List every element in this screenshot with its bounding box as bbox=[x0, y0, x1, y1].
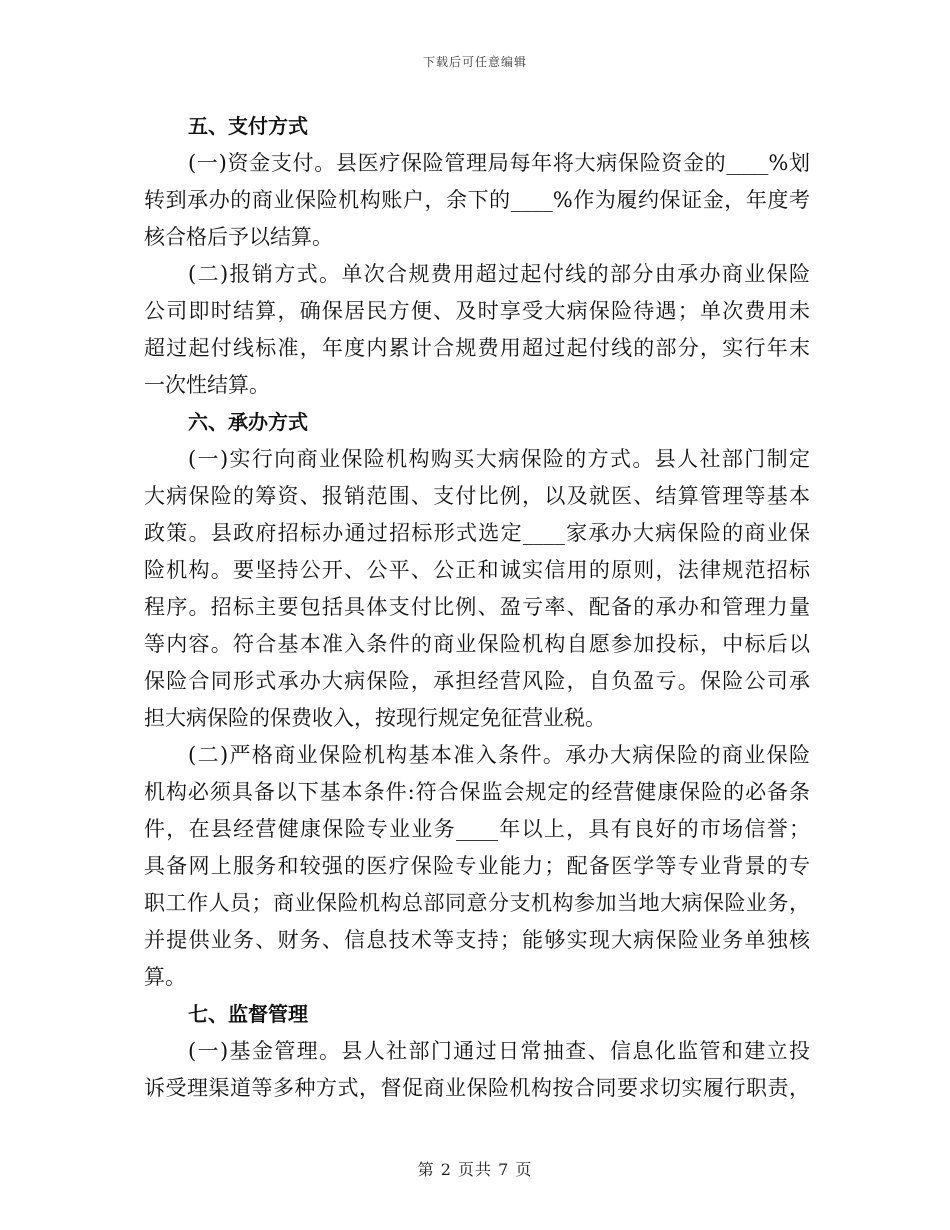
paragraph-line: 职工作人员；商业保险机构总部同意分支机构参加当地大病保险业务， bbox=[144, 891, 810, 915]
paragraph-line: 公司即时结算，确保居民方便、及时享受大病保险待遇；单次费用未 bbox=[144, 299, 810, 323]
paragraph-line: 担大病保险的保费收入，按现行规定免征营业税。 bbox=[144, 706, 606, 730]
paragraph-line: 机构必须具备以下基本条件:符合保监会规定的经营健康保险的必备条 bbox=[144, 780, 810, 804]
paragraph-line: 算。 bbox=[144, 965, 186, 989]
paragraph-line: 保险合同形式承办大病保险，承担经营风险，自负盈亏。保险公司承 bbox=[144, 669, 810, 693]
paragraph-first-line: (二)报销方式。单次合规费用超过起付线的部分由承办商业保险 bbox=[188, 262, 810, 286]
section-heading: 七、监督管理 bbox=[188, 1002, 308, 1026]
page-header: 下载后可任意编辑 bbox=[422, 55, 527, 69]
paragraph-first-line: (二)严格商业保险机构基本准入条件。承办大病保险的商业保险 bbox=[188, 743, 810, 767]
paragraph-first-line: (一)基金管理。县人社部门通过日常抽查、信息化监管和建立投 bbox=[188, 1039, 810, 1063]
paragraph-line: 政策。县政府招标办通过招标形式选定____家承办大病保险的商业保 bbox=[144, 521, 810, 545]
paragraph-line: 诉受理渠道等多种方式，督促商业保险机构按合同要求切实履行职责， bbox=[144, 1076, 810, 1100]
paragraph-line: 超过起付线标准，年度内累计合规费用超过起付线的部分，实行年末 bbox=[144, 336, 810, 360]
paragraph-line: 大病保险的筹资、报销范围、支付比例，以及就医、结算管理等基本 bbox=[144, 484, 810, 508]
paragraph-line: 具备网上服务和较强的医疗保险专业能力；配备医学等专业背景的专 bbox=[144, 854, 810, 878]
paragraph-line: 等内容。符合基本准入条件的商业保险机构自愿参加投标，中标后以 bbox=[144, 632, 810, 656]
paragraph-line: 并提供业务、财务、信息技术等支持；能够实现大病保险业务单独核 bbox=[144, 928, 810, 952]
paragraph-first-line: (一)资金支付。县医疗保险管理局每年将大病保险资金的____%划 bbox=[188, 151, 810, 175]
paragraph-line: 转到承办的商业保险机构账户，余下的____%作为履约保证金，年度考 bbox=[144, 188, 810, 212]
paragraph-first-line: (一)实行向商业保险机构购买大病保险的方式。县人社部门制定 bbox=[188, 447, 810, 471]
page-footer: 第 2 页共 7 页 bbox=[417, 1160, 533, 1179]
paragraph-line: 件，在县经营健康保险专业业务____年以上，具有良好的市场信誉； bbox=[144, 817, 810, 841]
paragraph-line: 险机构。要坚持公开、公平、公正和诚实信用的原则，法律规范招标 bbox=[144, 558, 810, 582]
section-heading: 五、支付方式 bbox=[188, 114, 308, 138]
paragraph-line: 一次性结算。 bbox=[144, 373, 270, 397]
document-body bbox=[144, 108, 810, 1107]
paragraph-line: 程序。招标主要包括具体支付比例、盈亏率、配备的承办和管理力量 bbox=[144, 595, 810, 619]
section-heading: 六、承办方式 bbox=[188, 410, 308, 434]
paragraph-line: 核合格后予以结算。 bbox=[144, 225, 333, 249]
